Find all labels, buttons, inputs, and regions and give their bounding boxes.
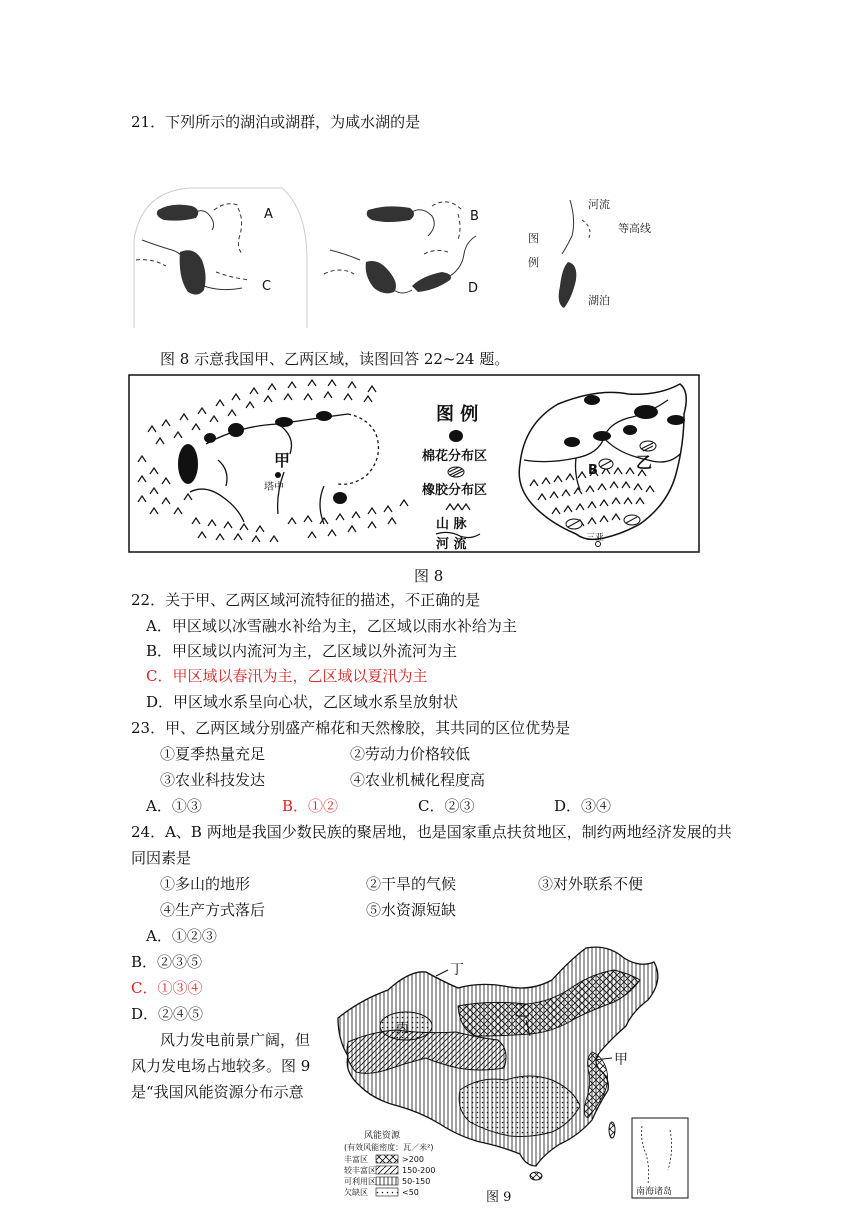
fig9-label-ding: 丁 <box>450 962 464 978</box>
q23-stem: 23．甲、乙两区域分别盛产棉花和天然橡胶，其共同的区位优势是 <box>131 719 571 737</box>
fig9-inset-label: 南海诸岛 <box>636 1187 673 1197</box>
q24-option-a: A．①②③ <box>146 927 217 945</box>
fig8-label-tazhong: 塔中 <box>264 482 284 493</box>
fig9-inset-south-sea <box>632 1118 688 1198</box>
svg-text:河 流: 河 流 <box>436 537 467 552</box>
fig8-label-b: B <box>588 463 598 478</box>
svg-text:丰富区: 丰富区 <box>344 1155 368 1164</box>
svg-text:欠缺区: 欠缺区 <box>344 1188 368 1197</box>
q24-statement-4: ④生产方式落后 <box>160 901 266 919</box>
q25-intro-line2: 风力发电场占地较多。图 9 <box>131 1057 311 1075</box>
q23-statement-2: ②劳动力价格较低 <box>350 745 471 763</box>
q24-stem-line2: 同因素是 <box>131 849 192 867</box>
q21-option-c-figure <box>136 240 250 295</box>
svg-text:橡胶分布区: 橡胶分布区 <box>422 483 488 498</box>
q25-intro-line3: 是“我国风能资源分布示意 <box>131 1083 304 1101</box>
fig9-caption: 图 9 <box>486 1190 512 1205</box>
q24-statement-1: ①多山的地形 <box>160 875 251 893</box>
fig8-label-sanya: 三亚 <box>586 533 605 543</box>
fig9-legend <box>344 1129 435 1197</box>
q21-label-b: B <box>470 209 479 224</box>
q24-statement-3: ③对外联系不便 <box>538 875 644 893</box>
q24-stem-line1: 24．A、B 两地是我国少数民族的聚居地，也是国家重点扶贫地区，制约两地经济发展的共 <box>131 823 732 841</box>
svg-text:较丰富区: 较丰富区 <box>344 1166 376 1175</box>
fig9-china-wind-map <box>330 940 694 1202</box>
fig9-label-bing: 丙 <box>396 1021 410 1036</box>
q23-statement-4: ④农业机械化程度高 <box>350 771 486 789</box>
q21-label-d: D <box>468 281 479 296</box>
svg-text:图: 图 <box>528 232 539 245</box>
q25-intro-line1: 风力发电前景广阔，但 <box>160 1031 311 1049</box>
svg-text:<50: <50 <box>402 1188 419 1197</box>
svg-text:可利用区: 可利用区 <box>344 1177 376 1186</box>
svg-text:河流: 河流 <box>588 198 610 211</box>
svg-text:>200: >200 <box>402 1155 424 1164</box>
q22-stem: 22．关于甲、乙两区域河流特征的描述，不正确的是 <box>131 591 481 609</box>
q24-option-d: D．②④⑤ <box>131 1005 204 1023</box>
q21-label-a: A <box>264 207 273 222</box>
q22-option-a: A．甲区域以冰雪融水补给为主，乙区域以雨水补给为主 <box>146 617 517 635</box>
q23-option-a: A．①③ <box>146 797 202 815</box>
svg-text:图 例: 图 例 <box>436 404 479 425</box>
svg-text:山 脉: 山 脉 <box>436 517 467 532</box>
q23-option-c: C．②③ <box>418 797 475 815</box>
q22-option-d: D．甲区域水系呈向心状，乙区域水系呈放射状 <box>146 693 459 711</box>
q24-option-b: B．②③⑤ <box>131 953 203 971</box>
fig8-label-jia: 甲 <box>274 451 291 470</box>
q23-option-d: D．③④ <box>554 797 612 815</box>
svg-text:50-150: 50-150 <box>402 1177 431 1186</box>
svg-text:等高线: 等高线 <box>618 222 651 235</box>
q23-statement-1: ①夏季热量充足 <box>160 745 266 763</box>
q23-option-b-answer: B．①② <box>282 797 339 815</box>
q24-statement-5: ⑤水资源短缺 <box>366 901 457 919</box>
q21-option-b-figure <box>367 202 462 240</box>
q24-option-c-answer: C．①③④ <box>131 979 203 997</box>
fig9-label-jia: 甲 <box>614 1052 628 1068</box>
q21-option-d-figure <box>324 236 476 293</box>
svg-text:(有效风能密度：瓦／米²): (有效风能密度：瓦／米²) <box>344 1143 434 1152</box>
q24-statement-2: ②干旱的气候 <box>366 875 457 893</box>
q21-figure <box>132 180 652 330</box>
svg-text:风能资源: 风能资源 <box>364 1131 401 1141</box>
svg-text:例: 例 <box>528 256 539 269</box>
svg-text:150-200: 150-200 <box>402 1166 436 1175</box>
fig8-intro: 图 8 示意我国甲、乙两区域，读图回答 22~24 题。 <box>160 350 510 368</box>
svg-text:棉花分布区: 棉花分布区 <box>422 449 488 464</box>
fig8-map <box>128 374 700 554</box>
q21-option-a-figure <box>157 204 242 254</box>
q21-label-c: C <box>262 279 272 294</box>
q21-legend <box>528 197 651 308</box>
q22-option-b: B．甲区域以内流河为主，乙区域以外流河为主 <box>146 642 458 660</box>
svg-text:湖泊: 湖泊 <box>588 294 610 307</box>
fig9-label-yi: 乙 <box>514 1001 531 1020</box>
q23-statement-3: ③农业科技发达 <box>160 771 266 789</box>
q22-option-c-answer: C．甲区域以春汛为主，乙区域以夏汛为主 <box>146 667 428 685</box>
fig8-label-yi: 乙 <box>636 453 653 472</box>
q21-stem: 21．下列所示的湖泊或湖群，为咸水湖的是 <box>131 113 421 131</box>
fig8-caption: 图 8 <box>414 567 444 585</box>
